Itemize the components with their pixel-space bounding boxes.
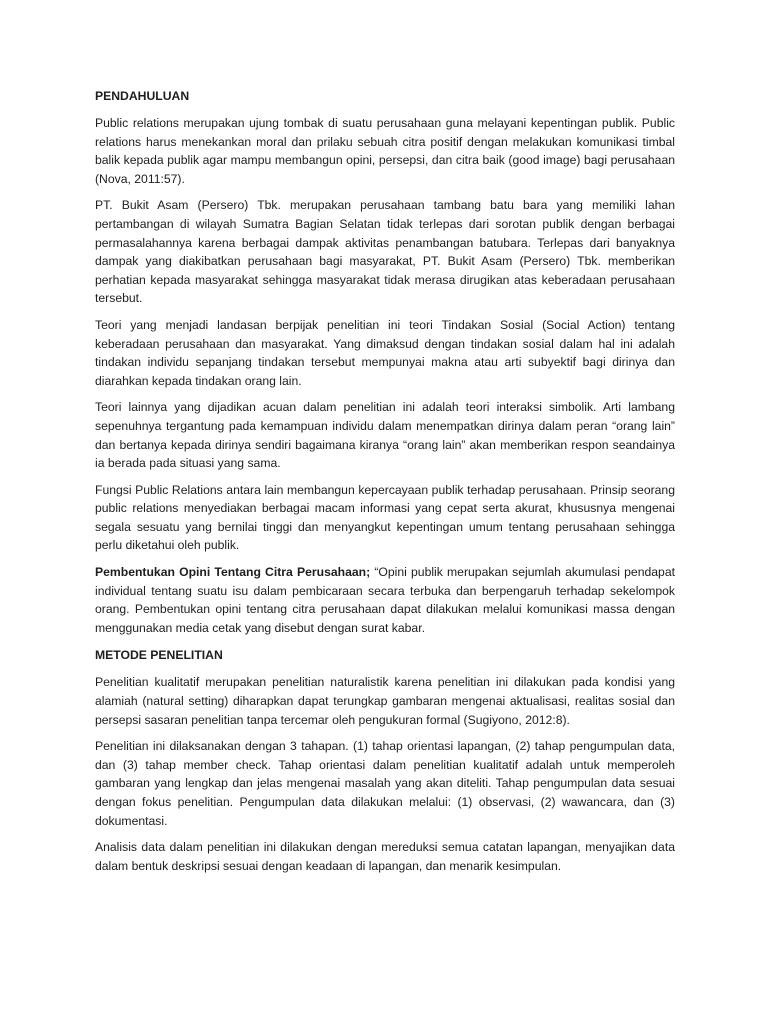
paragraph-lead-text: Pembentukan Opini Tentang Citra Perusahaan; bbox=[95, 565, 371, 580]
paragraph-tahapan: Penelitian ini dilaksanakan dengan 3 tahapan. (1) tahap orientasi lapangan, (2) tahap pengumpulan data, dan (3) tahap member check. Tahap orientasi dalam penelitian kualitatif adalah untuk memperoleh gambaran yang lengkap dan jelas mengenai masalah yang akan diteliti. Tahap pengumpulan data sesuai dengan fokus penelitian. Pengumpulan data dilakukan melalui: (1) observasi, (2) wawancara, dan (3) dokumentasi. bbox=[95, 739, 675, 828]
paragraph-penelitian-kualitatif: Penelitian kualitatif merupakan penelitian naturalistik karena penelitian ini dilakukan pada kondisi yang alamiah (natural setting) diharapkan dapat terungkap gambaran mengenai aktualisasi, realitas sosial dan persepsi sasaran penelitian tanpa tercemar oleh pengukuran formal (Sugiyono, 2012:8). bbox=[95, 675, 675, 727]
section-heading-metode: METODE PENELITIAN bbox=[95, 648, 223, 663]
paragraph-bukit-asam: PT. Bukit Asam (Persero) Tbk. merupakan perusahaan tambang batu bara yang memiliki lahan pertambangan di wilayah Sumatra Bagian Selatan tidak terlepas dari sorotan publik dengan berbagai permasalahannya karena berbagai dampak aktivitas penambangan batubara. Terlepas dari banyaknya dampak yang diakibatkan perusahaan bagi masyarakat, PT. Bukit Asam (Persero) Tbk. memberikan perhatian kepada masyarakat sehingga masyarakat tidak merasa dirugikan atas keberadaan perusahaan tersebut. bbox=[95, 198, 675, 306]
paragraph-analisis-data: Analisis data dalam penelitian ini dilakukan dengan mereduksi semua catatan lapangan, menyajikan data dalam bentuk deskripsi sesuai dengan keadaan di lapangan, dan menarik kesimpulan. bbox=[95, 840, 675, 873]
paragraph-fungsi-pr: Fungsi Public Relations antara lain membangun kepercayaan publik terhadap perusahaan. Prinsip seorang public relations menyediakan berbagai macam informasi yang cepat serta akurat, khususnya mengenai segala sesuatu yang bernilai tinggi dan menyangkut kepentingan umum tentang perusahaan sehingga perlu diketahui oleh publik. bbox=[95, 482, 675, 553]
paragraph-body-text: “Opini publik merupakan sejumlah akumulasi pendapat individual tentang suatu isu dalam pembicaraan secara terbuka dan berpengaruh terhadap sekelompok orang. Pembentukan opini tentang citra perusahaan dapat dilakukan melalui komunikasi massa dengan menggunakan media cetak yang disebut dengan surat kabar. bbox=[95, 565, 675, 635]
paragraph-pembentukan-opini bbox=[95, 563, 675, 637]
paragraph-public-relations: Public relations merupakan ujung tombak di suatu perusahaan guna melayani kepentingan publik. Public relations harus menekankan moral dan prilaku sebuah citra positif dengan melakukan komunikasi timbal balik kepada publik agar mampu membangun opini, persepsi, dan citra baik (good image) bagi perusahaan (Nova, 2011:57). bbox=[95, 116, 675, 186]
document-page bbox=[95, 86, 675, 883]
section-heading-pendahuluan: PENDAHULUAN bbox=[95, 89, 190, 103]
paragraph-teori-interaksi-simbolik: Teori lainnya yang dijadikan acuan dalam penelitian ini adalah teori interaksi simbolik. Arti lambang sepenuhnya tergantung pada kemampuan individu dalam menempatkan dirinya dalam peran “orang lain” dan bertanya kepada dirinya sendiri bagaimana kiranya “orang lain” akan memberikan respon seandainya ia berada pada situasi yang sama. bbox=[95, 400, 675, 471]
paragraph-teori-tindakan-sosial: Teori yang menjadi landasan berpijak penelitian ini teori Tindakan Sosial (Social Action) tentang keberadaan perusahaan dan masyarakat. Yang dimaksud dengan tindakan sosial dalam hal ini adalah tindakan individu sepanjang tindakan tersebut mempunyai makna atau arti subyektif bagi dirinya dan diarahkan kepada tindakan orang lain. bbox=[95, 317, 675, 388]
